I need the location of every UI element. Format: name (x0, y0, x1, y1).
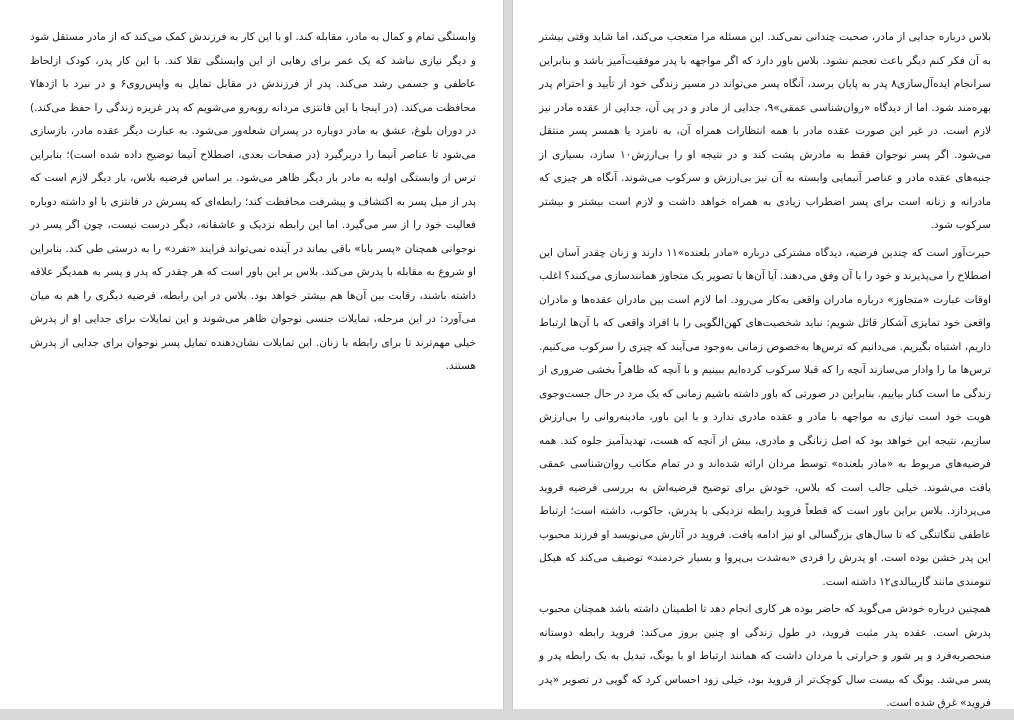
paragraph: بلاس درباره جدایی از مادر، صحبت چندانی نمی‌کند. این مسئله مرا متعجب می‌کند، اما شاید وقتی بیشتر به آن فکر کنم دیگر باعث تعجبم نشود. بلاس باور دارد که اگر مواجهه با پدر موفقیت‌آمیز باشد و بنابراین سرانجام ایده‌آل‌سازی۸ پدر به پایان برسد، آنگاه پسر می‌تواند در مسیر زندگی خود از تأیید و احترام پدر بهره‌مند شود. اما از دیدگاه «روان‌شناسی عمقی»۹، جدایی از مادر و در پی آن، جدایی از عقده مادر نیز لازم است. در غیر این صورت عقده مادر با همه انتظارات همراه آن، به نامزد یا همسر پسر منتقل می‌شود. اگر پسر نوجوان فقط به مادرش پشت کند و در نتیجه او را بی‌ارزش۱۰ سازد، بسیاری از جنبه‌های عقده مادر و عناصر آنیمایی وابسته به آن نیز بی‌ارزش و سرکوب می‌شوند. آنگاه هر چیزی که مادرانه و زنانه است برای پسر اضطراب زیادی به همراه خواهد داشت و لازم است بیشتر و بیشتر سرکوب شود. (539, 31, 992, 231)
paragraph: حیرت‌آور است که چندین فرضیه، دیدگاه مشترکی درباره «مادر بلعنده»۱۱ دارند و زنان چقدر آسان این اصطلاح را می‌پذیرند و خود را با آن وفق می‌دهند. آیا آن‌ها با تصویر یک متجاوز همانندسازی می‌کنند؟ اغلب اوقات عبارت «متجاوز» درباره مادران واقعی به‌کار می‌رود. اما لازم است بین مادران عقده‌ها و مادران واقعی خود تمایزی آشکار قائل شویم: نباید شخصیت‌های کهن‌الگویی را با افراد واقعی که با آن‌ها ارتباط داریم، اشتباه بگیریم. می‌دانیم که ترس‌ها به‌خصوص زمانی به‌وجود می‌آیند که چیزی را سرکوب می‌کنیم. ترس‌ها ما را وادار می‌سازند آنچه را که قبلا سرکوب کرده‌ایم ببینیم و با آنچه که ظاهراً بخشی ضروری از زندگی ما است کنار بیاییم. بنابراین در صورتی که باور داشته باشیم زمانی که یک مرد در حال جست‌وجوی هویت خود است نیازی به مواجهه با مادر و عقده مادری ندارد و با این باور، مادینه‌روانی را بی‌ارزش سازیم، نتیجه این خواهد بود که اصل زنانگی و مادری، بیش از آنچه که هست، تهدیدآمیز جلوه کند. همه فرضیه‌های مربوط به «مادر بلعنده» توسط مردان ارائه شده‌اند و در تمام مکاتب روان‌شناسی عمقی یافت می‌شوند. خیلی جالب است که بلاس، خودش برای توضیح فرضیه‌اش به بررسی فرضیه فروید می‌پردازد. بلاس براین باور است که قطعاً فروید رابطه نزدیکی با پدرش، جاکوب، داشته است؛ ارتباط عاطفی تنگاتنگی که تا سال‌های بزرگسالی او نیز ادامه یافت. فروید در آثارش می‌نویسد او فرزند محبوب این پدر خشن بوده است. او پدرش را فردی «به‌شدت بی‌پروا و بسیار خردمند» توصیف می‌کند که هیکل تنومندی مانند گاریبالدی۱۲ داشته است. (539, 246, 991, 588)
left-page-text (30, 26, 476, 383)
paragraph: همچنین درباره خودش می‌گوید که حاضر بوده هر کاری انجام دهد تا اطمینان داشته باشد همچنان محبوب پدرش است. عقده پدر مثبت فروید، در طول زندگی او چنین بروز می‌کند: فروید رابطه دوستانه منحصربه‌فرد و پر شور و حرارتی با مردان داشت که همانند ارتباط او با یونگ، تبدیل به یک رابطه پدر و پسر می‌شد. یونگ که بیست سال کوچک‌تر از فروید بود، خیلی زود احساس کرد که گویی در تصویر «پدر فروید» غرق شده است. (539, 603, 991, 709)
paragraph: وابستگی تمام و کمال به مادر، مقابله کند. او با این کار به فرزندش کمک می‌کند که از مادر مستقل شود و دیگر نیازی نباشد که یک عمر برای رهایی از این وابستگی تقلا کند. با این کار پدر، کودک ازلحاظ عاطفی و جسمی رشد می‌کند. پدر از فرزندش در مقابل تمایل به واپس‌روی۶ و در نبرد با اژدها۷ محافظت می‌کند. (در اینجا با این فانتزی مردانه روبه‌رو می‌شویم که پدر غریزه زندگی را حفظ می‌کند.) در دوران بلوغ، عشق به مادر دوباره در پسران شعله‌ور می‌شود. به عبارت دیگر عقده مادر، بازسازی می‌شود تا عناصر آنیما را دربرگیرد (در صفحات بعدی، اصطلاح آنیما توضیح داده شده است)؛ بنابراین ترس از وابستگی اولیه به مادر بار دیگر ظاهر می‌شود. بر اساس فرضیه بلاس، بار دیگر لازم است که پدر از میل پسر به اکتشاف و پیشرفت محافظت کند؛ رابطه‌ای که پسرش در فانتزی با او داشته دوباره فعالیت خود را از سر می‌گیرد. اما این رابطه نزدیک و عاشقانه، دیگر درست نیست، چون اگر پسر در نوجوانی همچنان «پسر بابا» باقی بماند در آینده نمی‌تواند فرایند «تفرد» را به درستی طی کند. بنابراین او شروع به مقابله با پدرش می‌کند. بلاس بر این باور است که هر چقدر که پدر و پسر به همدیگر علاقه داشته باشند، رقابت بین آن‌ها هم بیشتر خواهد بود. بلاس در این رابطه، فرضیه دیگری را هم به میان می‌آورد: در این مرحله، تمایلات جنسی نوجوان ظاهر می‌شوند و این تمایلات برای جدایی او از پدرش خیلی مهم‌ترند تا برای رابطه با زنان. این تمایلات نشان‌دهنده تمایل پسر نوجوان برای جدایی از پدرش هستند. (30, 31, 477, 372)
right-page (512, 0, 1014, 709)
left-page (0, 0, 504, 709)
right-page-text (539, 26, 991, 720)
